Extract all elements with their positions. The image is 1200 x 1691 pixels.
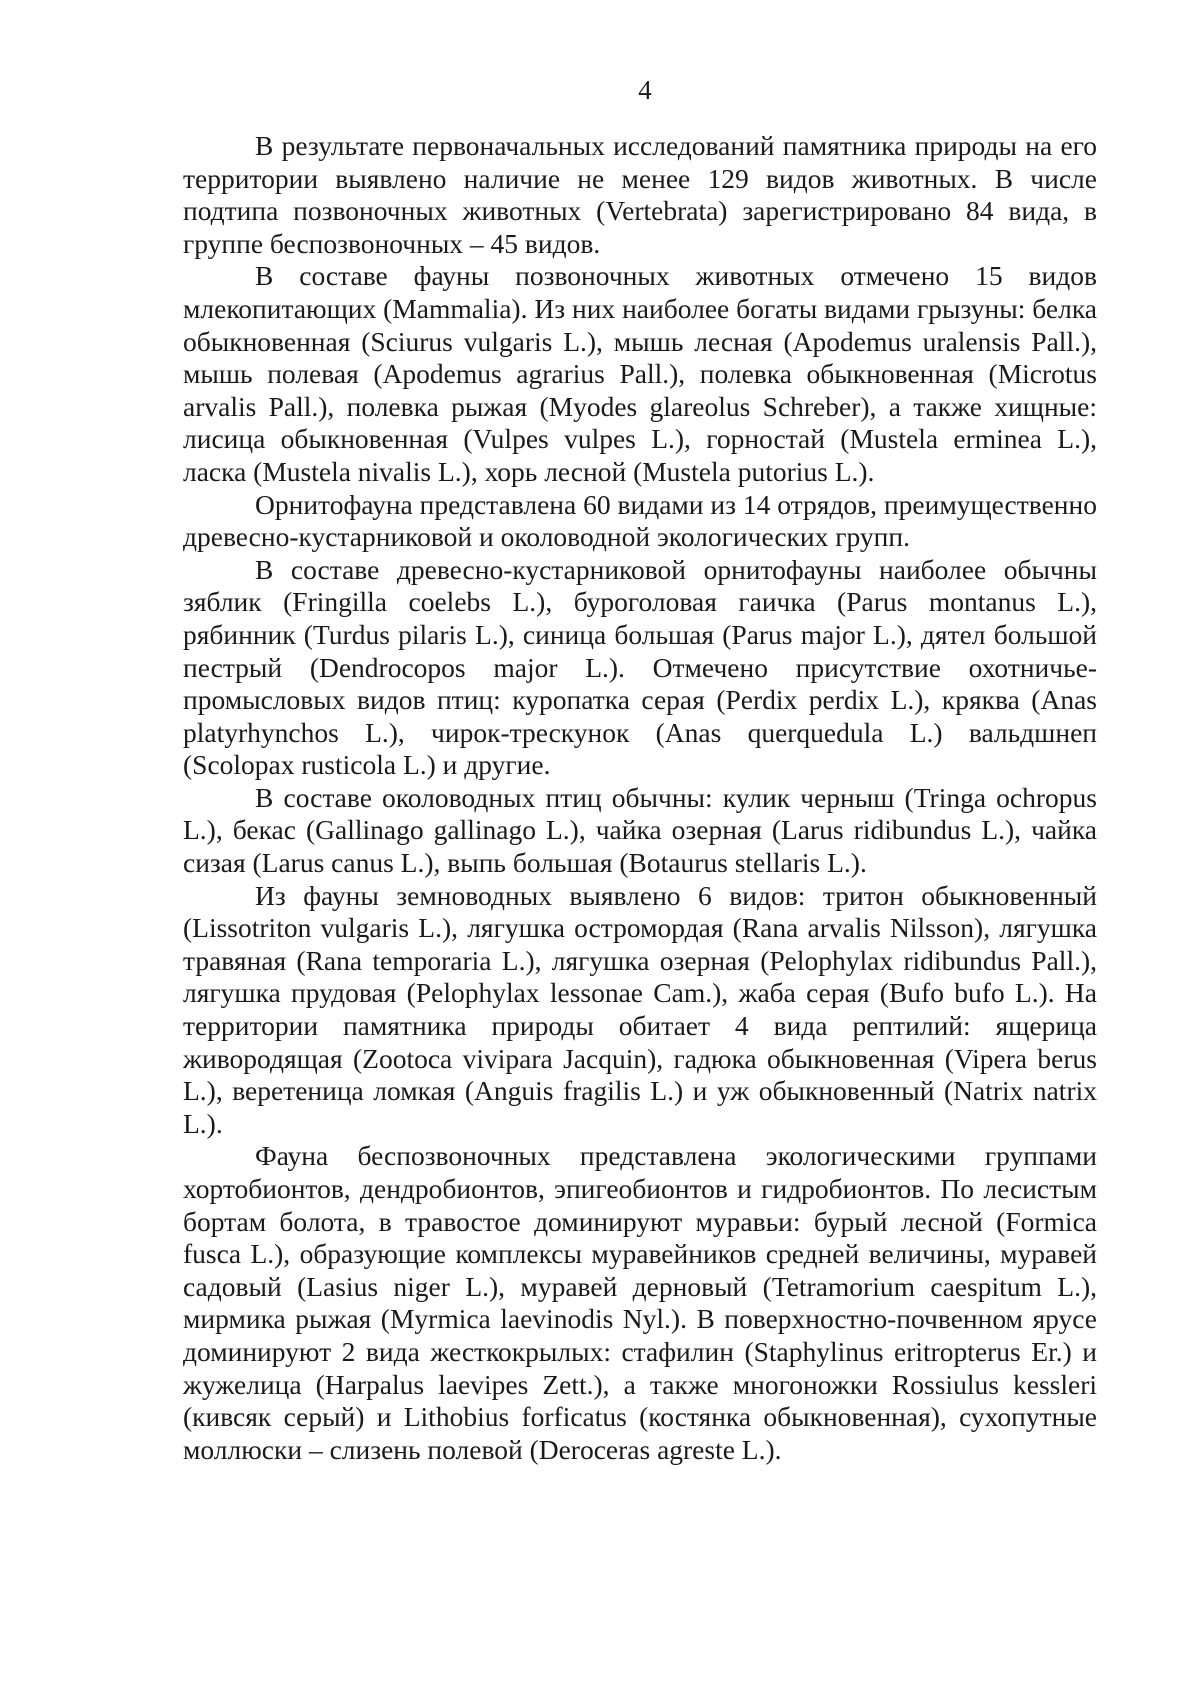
paragraph-wetland-birds: В составе околоводных птиц обычны: кулик черныш (Tringa ochropus L.), бекас (Gallinago gallinago L.), чайка озерная (Larus ridibundus L.), чайка сизая (Larus canus L.), выпь большая (Botaurus stellaris L.).: [183, 781, 1097, 879]
paragraph-forest-birds: В составе древесно-кустарниковой орнитофауны наиболее обычны зяблик (Fringilla coelebs L.), буроголовая гаичка (Parus montanus L.), рябинник (Turdus pilaris L.), синица большая (Parus major L.), дятел большой пестрый (Dendrocopos major L.). Отмечено присутствие охотничье-промысловых видов птиц: куропатка серая (Perdix perdix L.), кряква (Anas platyrhynchos L.), чирок-трескунок (Anas querquedula L.) вальдшнеп (Scolopax rusticola L.) и другие.: [183, 553, 1097, 781]
paragraph-invertebrates: Фауна беспозвоночных представлена экологическими группами хортобионтов, дендробионтов, эпигеобионтов и гидробионтов. По лесистым бортам болота, в травостое доминируют муравьи: бурый лесной (Formica fusca L.), образующие комплексы муравейников средней величины, муравей садовый (Lasius niger L.), муравей дерновый (Tetramorium caespitum L.), мирмика рыжая (Myrmica laevinodis Nyl.). В поверхностно-почвенном ярусе доминируют 2 вида жесткокрылых: стафилин (Staphylinus eritropterus Er.) и жужелица (Harpalus laevipes Zett.), а также многоножки Rossiulus kessleri (кивсяк серый) и Lithobius forficatus (костянка обыкновенная), сухопутные моллюски – слизень полевой (Deroceras agreste L.).: [183, 1140, 1097, 1465]
paragraph-mammals: В составе фауны позвоночных животных отмечено 15 видов млекопитающих (Mammalia). Из них наиболее богаты видами грызуны: белка обыкновенная (Sciurus vulgaris L.), мышь лесная (Apodemus uralensis Pall.), мышь полевая (Apodemus agrarius Pall.), полевка обыкновенная (Microtus arvalis Pall.), полевка рыжая (Myodes glareolus Schreber), а также хищные: лисица обыкновенная (Vulpes vulpes L.), горностай (Mustela erminea L.), ласка (Mustela nivalis L.), хорь лесной (Mustela putorius L.).: [183, 260, 1097, 487]
paragraph-amphibians-reptiles: Из фауны земноводных выявлено 6 видов: тритон обыкновенный (Lissotriton vulgaris L.), лягушка остромордая (Rana arvalis Nilsson), лягушка травяная (Rana temporaria L.), лягушка озерная (Pelophylax ridibundus Pall.), лягушка прудовая (Pelophylax lessonae Cam.), жаба серая (Bufo bufo L.). На территории памятника природы обитает 4 вида рептилий: ящерица живородящая (Zootoca vivipara Jacquin), гадюка обыкновенная (Vipera berus L.), веретеница ломкая (Anguis fragilis L.) и уж обыкновенный (Natrix natrix L.).: [183, 879, 1097, 1139]
paragraph-avifauna-overview: Орнитофауна представлена 60 видами из 14 отрядов, преимущественно древесно-кустарниковой и околоводной экологических групп.: [183, 488, 1097, 553]
page-number: 4: [638, 75, 652, 105]
document-body: [183, 130, 1097, 1466]
paragraph-fauna-summary: В результате первоначальных исследований памятника природы на его территории выявлено наличие не менее 129 видов животных. В числе подтипа позвоночных животных (Vertebrata) зарегистрировано 84 вида, в группе беспозвоночных – 45 видов.: [183, 130, 1097, 259]
